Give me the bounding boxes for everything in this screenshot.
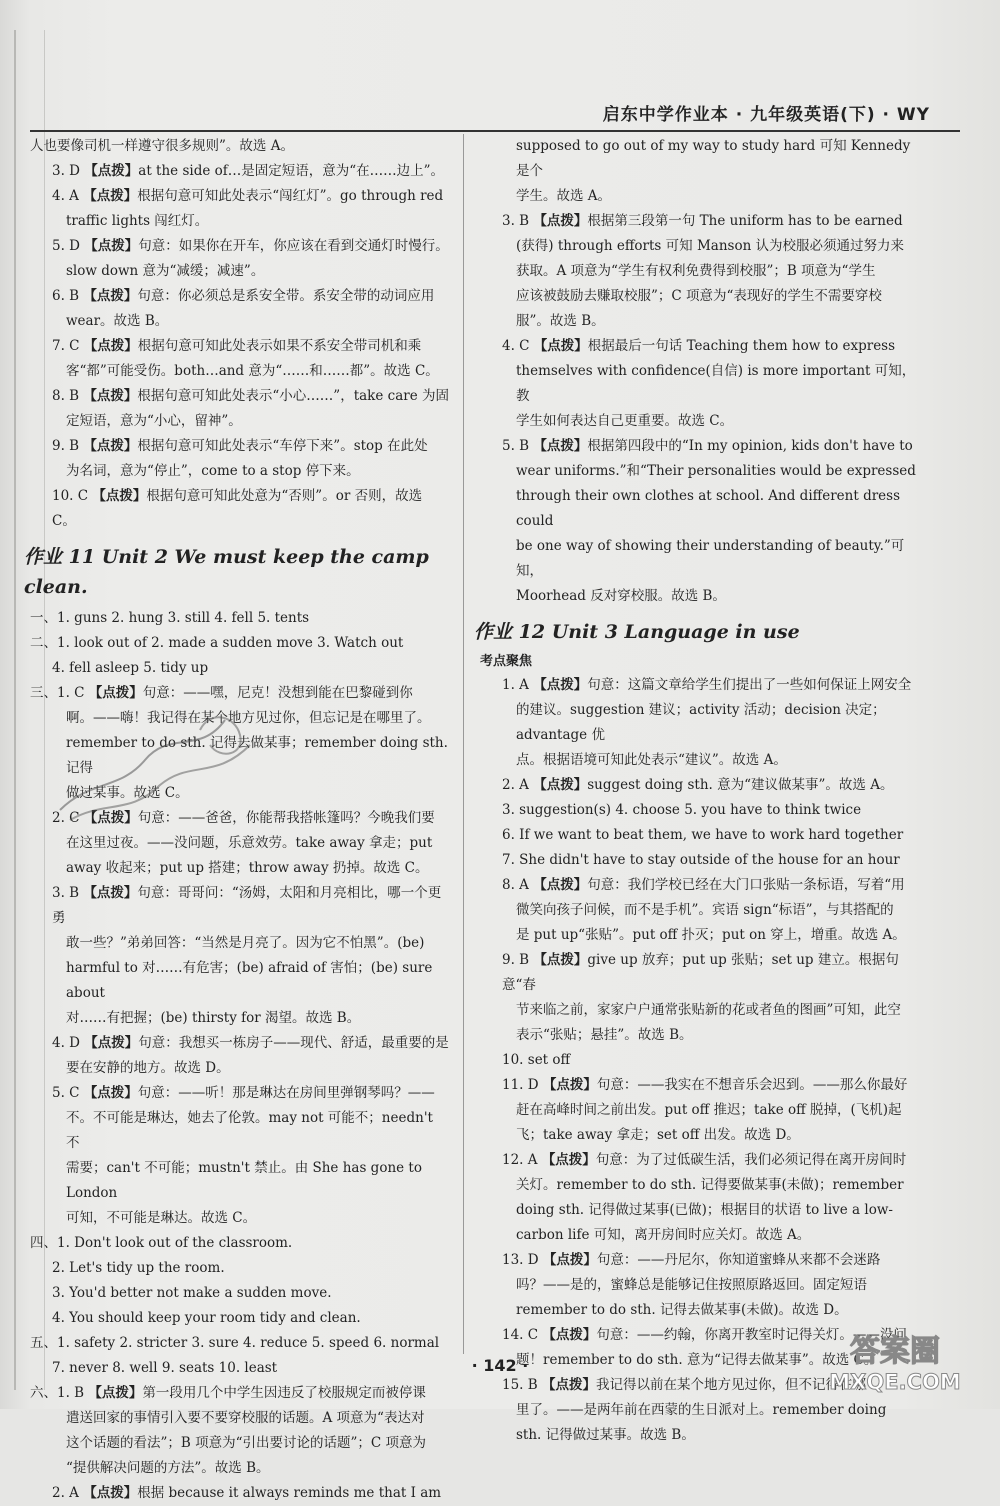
page-header: [30, 100, 960, 132]
hint-tag: 【点拨】: [83, 1485, 138, 1501]
hint-tag: 【点拨】: [88, 1385, 143, 1401]
answer-line: 9. B 【点拨】根据句意可知此处表示“车停下来”。stop 在此处: [52, 438, 428, 454]
hint-tag: 【点拨】: [542, 1327, 597, 1343]
answer-line: Moorhead 反对穿校服。故选 B。: [516, 588, 726, 604]
section-12-title: [474, 617, 920, 647]
handwriting-scribble: [50, 700, 280, 830]
hint-tag: 【点拨】: [84, 1035, 139, 1051]
answer-line: 需要；can't 不可能；mustn't 禁止。由 She has gone to London: [66, 1160, 422, 1201]
hint-tag: 【点拨】: [533, 338, 588, 354]
answer-line: 2. Let's tidy up the room.: [52, 1260, 225, 1276]
hint-tag: 【点拨】: [533, 777, 588, 793]
answer-line: supposed to go out of my way to study hard 可知 Kennedy 是个: [516, 138, 911, 179]
answer-line: 4. D 【点拨】句意：我想买一栋房子——现代、舒适，最重要的是: [52, 1035, 449, 1051]
answer-line: 5. B 【点拨】根据第四段中的“In my opinion, kids don't have to: [502, 438, 913, 454]
answer-line: harmful to 对……有危害；(be) afraid of 害怕；(be) sure about: [66, 960, 433, 1001]
answer-line: 是 put up“张贴”。put off 扑灭；put on 穿上，增重。故选 A。: [516, 927, 906, 943]
hint-tag: 【点拨】: [83, 885, 138, 901]
section-11-title: [24, 542, 450, 602]
left-answer-list: [30, 134, 450, 534]
hint-tag: 【点拨】: [83, 188, 138, 204]
answer-line: 不。不可能是琳达，她去了伦敦。may not 可能不；needn't 不: [66, 1110, 433, 1151]
answer-line: 的建议。suggestion 建议；activity 活动；decision 决定；advantage 优: [516, 702, 886, 743]
answer-line: 10. set off: [502, 1052, 571, 1068]
answer-line: 遣送回家的事情引入要不要穿校服的话题。A 项意为“表达对: [66, 1410, 425, 1426]
hint-tag: 【点拨】: [541, 1377, 596, 1393]
answer-line: 5. D 【点拨】句意：如果你在开车，你应该在看到交通灯时慢行。: [52, 238, 449, 254]
answer-line: 8. A 【点拨】句意：我们学校已经在大门口张贴一条标语，写着“用: [502, 877, 905, 893]
answer-line: 人也要像司机一样遵守很多规则”。故选 A。: [30, 138, 294, 154]
answer-line: 客“都”可能受伤。both…and 意为“……和……都”。故选 C。: [66, 363, 439, 379]
answer-line: 10. C 【点拨】根据句意可知此处意为“否则”。or 否则，故选 C。: [52, 488, 423, 529]
answer-line: 五、1. safety 2. stricter 3. sure 4. reduce 5. speed 6. normal: [30, 1335, 440, 1351]
answer-line: remember to do sth. 记得去做某事；remember doing sth. 记得: [66, 735, 448, 776]
right-column: [474, 134, 920, 1448]
header-title: 启东中学作业本 · 九年级英语(下) · WY: [602, 105, 930, 125]
answer-line: 2. A 【点拨】suggest doing sth. 意为“建议做某事”。故选 A。: [502, 777, 894, 793]
answer-line: 一、1. guns 2. hung 3. still 4. fell 5. tents: [30, 610, 310, 626]
answer-line: 3. suggestion(s) 4. choose 5. you have to think twice: [502, 802, 862, 818]
hint-tag: 【点拨】: [83, 338, 138, 354]
answer-line: 微笑向孩子问候，而不是手机”。宾语 sign“标语”，与其搭配的: [516, 902, 894, 918]
answer-line: wear。故选 B。: [66, 313, 169, 329]
answer-line: remember to do sth. 记得去做某事(未做)。故选 D。: [516, 1302, 848, 1318]
answer-line: themselves with confidence(自信) is more important 可知，教: [516, 363, 916, 404]
hint-tag: 【点拨】: [83, 1085, 138, 1101]
answer-line: away 收起来；put up 搭建；throw away 扔掉。故选 C。: [66, 860, 429, 876]
answer-line: 2. C 【点拨】句意：——爸爸，你能帮我搭帐篷吗？今晚我们要: [52, 810, 435, 826]
answer-line: 敢一些？”弟弟回答：“当然是月亮了。因为它不怕黑”。(be): [66, 935, 425, 951]
answer-line: 定短语，意为“小心，留神”。: [66, 413, 242, 429]
answer-line: 11. D 【点拨】句意：——我实在不想音乐会迟到。——那么你最好: [502, 1077, 908, 1093]
answer-line: 二、1. look out of 2. made a sudden move 3. Watch out: [30, 635, 404, 651]
answer-line: 7. never 8. well 9. seats 10. least: [52, 1360, 278, 1376]
answer-line: 4. fell asleep 5. tidy up: [52, 660, 209, 676]
hint-tag: 【点拨】: [84, 163, 139, 179]
answer-line: 1. A 【点拨】句意：这篇文章给学生们提出了一些如何保证上网安全: [502, 677, 912, 693]
answer-line: 点。根据语境可知此处表示“建议”。故选 A。: [516, 752, 787, 768]
watermark-line2: MXQE.COM: [829, 1370, 961, 1394]
answer-line: 表示“张贴；悬挂”。故选 B。: [516, 1027, 693, 1043]
answer-line: 为名词，意为“停止”，come to a stop 停下来。: [66, 463, 360, 479]
answer-line: 3. You'd better not make a sudden move.: [52, 1285, 332, 1301]
answer-line: 6. If we want to beat them, we have to work hard together: [502, 827, 904, 843]
answer-line: 这个话题的看法”；B 项意为“引出要讨论的话题”；C 项意为: [66, 1435, 427, 1451]
section-12-label: 作业: [474, 621, 513, 643]
answer-line: 4. A 【点拨】根据句意可知此处表示“闯红灯”。go through red: [52, 188, 444, 204]
answer-line: 学生如何表达自己更重要。故选 C。: [516, 413, 734, 429]
answer-line: 获取。A 项意为“学生有权利免费得到校服”；B 项意为“学生: [516, 263, 876, 279]
answer-line: 15. B 【点拨】我记得以前在某个地方见过你，但不记得在哪: [502, 1377, 866, 1393]
hint-tag: 【点拨】: [92, 488, 147, 504]
watermark-line1: 答案圈: [850, 1334, 940, 1369]
answer-line: 啊。——嗨！我记得在某个地方见过你，但忘记是在哪里了。: [66, 710, 431, 726]
answer-line: traffic lights 闯红灯。: [66, 213, 209, 229]
answer-line: 服”。故选 B。: [516, 313, 605, 329]
answer-line: sth. 记得做过某事。故选 B。: [516, 1427, 695, 1443]
answer-line: 13. D 【点拨】句意：——丹尼尔，你知道蜜蜂从来都不会迷路: [502, 1252, 881, 1268]
hint-tag: 【点拨】: [542, 1252, 597, 1268]
hint-tag: 【点拨】: [533, 438, 588, 454]
answer-line: 飞；take away 拿走；set off 出发。故选 D。: [516, 1127, 800, 1143]
section-11-heading: 11 Unit 2 We must keep the camp clean.: [24, 546, 429, 598]
hint-tag: 【点拨】: [541, 1152, 596, 1168]
hint-tag: 【点拨】: [533, 677, 588, 693]
hint-tag: 【点拨】: [83, 810, 138, 826]
hint-tag: 【点拨】: [84, 238, 139, 254]
answer-line: 关灯。remember to do sth. 记得要做某事(未做)；remember: [516, 1177, 904, 1193]
answer-line: 3. D 【点拨】at the side of…是固定短语，意为“在……边上”。: [52, 163, 445, 179]
answer-line: 六、1. B 【点拨】第一段用几个中学生因违反了校服规定而被停课: [30, 1385, 426, 1401]
answer-line: doing sth. 记得做过某事(已做)；根据目的状语 to live a low-: [516, 1202, 893, 1218]
section-12-heading: 12 Unit 3 Language in use: [518, 621, 800, 643]
answer-line: 14. C 【点拨】句意：——约翰，你离开教室时记得关灯。——没问: [502, 1327, 907, 1343]
answer-line: 学生。故选 A。: [516, 188, 612, 204]
answer-line: 要在安静的地方。故选 D。: [66, 1060, 230, 1076]
hint-tag: 【点拨】: [533, 213, 588, 229]
answer-line: 对……有把握；(be) thirsty for 渴望。故选 B。: [66, 1010, 361, 1026]
answer-line: 可知，不可能是琳达。故选 C。: [66, 1210, 257, 1226]
column-divider: [463, 134, 464, 1354]
answer-line: 3. B 【点拨】根据第三段第一句 The uniform has to be earned: [502, 213, 903, 229]
answer-line: 8. B 【点拨】根据句意可知此处表示“小心……”，take care 为固: [52, 388, 449, 404]
answer-line: 在这里过夜。——没问题，乐意效劳。take away 拿走；put: [66, 835, 433, 851]
answer-line: through their own clothes at school. And different dress could: [516, 488, 901, 529]
hint-tag: 【点拨】: [83, 288, 138, 304]
subheading-focus: 考点聚焦: [480, 654, 533, 669]
answer-line: be one way of showing their understanding of beauty.”可知，: [516, 538, 905, 579]
answer-line: 7. C 【点拨】根据句意可知此处表示如果不系安全带司机和乘: [52, 338, 422, 354]
answer-line: carbon life 可知，离开房间时应关灯。故选 A。: [516, 1227, 811, 1243]
answer-line: 四、1. Don't look out of the classroom.: [30, 1235, 293, 1251]
answer-line: 吗？——是的，蜜蜂总是能够记住按照原路返回。固定短语: [516, 1277, 867, 1293]
answer-line: 3. B 【点拨】句意：哥哥问：“汤姆，太阳和月亮相比，哪一个更勇: [52, 885, 442, 926]
answer-line: 做过某事。故选 C。: [66, 785, 189, 801]
answer-line: 赶在高峰时间之前出发。put off 推迟；take off 脱掉，(飞机)起: [516, 1102, 902, 1118]
hint-tag: 【点拨】: [533, 952, 588, 968]
answer-line: 节来临之前，家家户户通常张贴新的花或者鱼的图画”可知，此空: [516, 1002, 901, 1018]
answer-line: 三、1. C 【点拨】句意：——嘿，尼克！没想到能在巴黎碰到你: [30, 685, 413, 701]
hint-tag: 【点拨】: [83, 438, 138, 454]
answer-line: 9. B 【点拨】give up 放弃；put up 张贴；set up 建立。根据句意“春: [502, 952, 899, 993]
answer-line: 应该被鼓励去赚取校服”；C 项意为“表现好的学生不需要穿校: [516, 288, 882, 304]
answer-line: wear uniforms.”和“Their personalities would be expressed: [516, 463, 916, 479]
page-number: · 142 ·: [471, 1356, 529, 1375]
answer-line: 7. She didn't have to stay outside of the house for an hour: [502, 852, 900, 868]
hint-tag: 【点拨】: [88, 685, 143, 701]
answer-line: 5. C 【点拨】句意：——听！那是琳达在房间里弹钢琴吗？——: [52, 1085, 435, 1101]
site-watermark-logo: [807, 1323, 982, 1395]
hint-tag: 【点拨】: [533, 877, 588, 893]
answer-line: 里了。——是两年前在西蒙的生日派对上。remember doing: [516, 1402, 887, 1418]
right-answer-list: [480, 134, 920, 609]
hint-tag: 【点拨】: [542, 1077, 597, 1093]
answer-line: 4. C 【点拨】根据最后一句话 Teaching them how to express: [502, 338, 896, 354]
answer-line: (获得) through efforts 可知 Manson 认为校服必须通过努力来: [516, 238, 905, 254]
answer-line: slow down 意为“减缓；减速”。: [66, 263, 265, 279]
hint-tag: 【点拨】: [83, 388, 138, 404]
answer-line: “提供解决问题的方法”。故选 B。: [66, 1460, 270, 1476]
answer-line: 2. A 【点拨】根据 because it always reminds me that I am: [52, 1485, 442, 1501]
answer-line: 4. You should keep your room tidy and clean.: [52, 1310, 361, 1326]
answer-line: 12. A 【点拨】句意：为了过低碳生活，我们必须记得在离开房间时: [502, 1152, 907, 1168]
answer-line: 6. B 【点拨】句意：你必须总是系安全带。系安全带的动词应用: [52, 288, 435, 304]
section-11-label: 作业: [24, 546, 63, 568]
answer-line: 题！remember to do sth. 意为“记得去做某事”。故选 C。: [516, 1352, 878, 1368]
